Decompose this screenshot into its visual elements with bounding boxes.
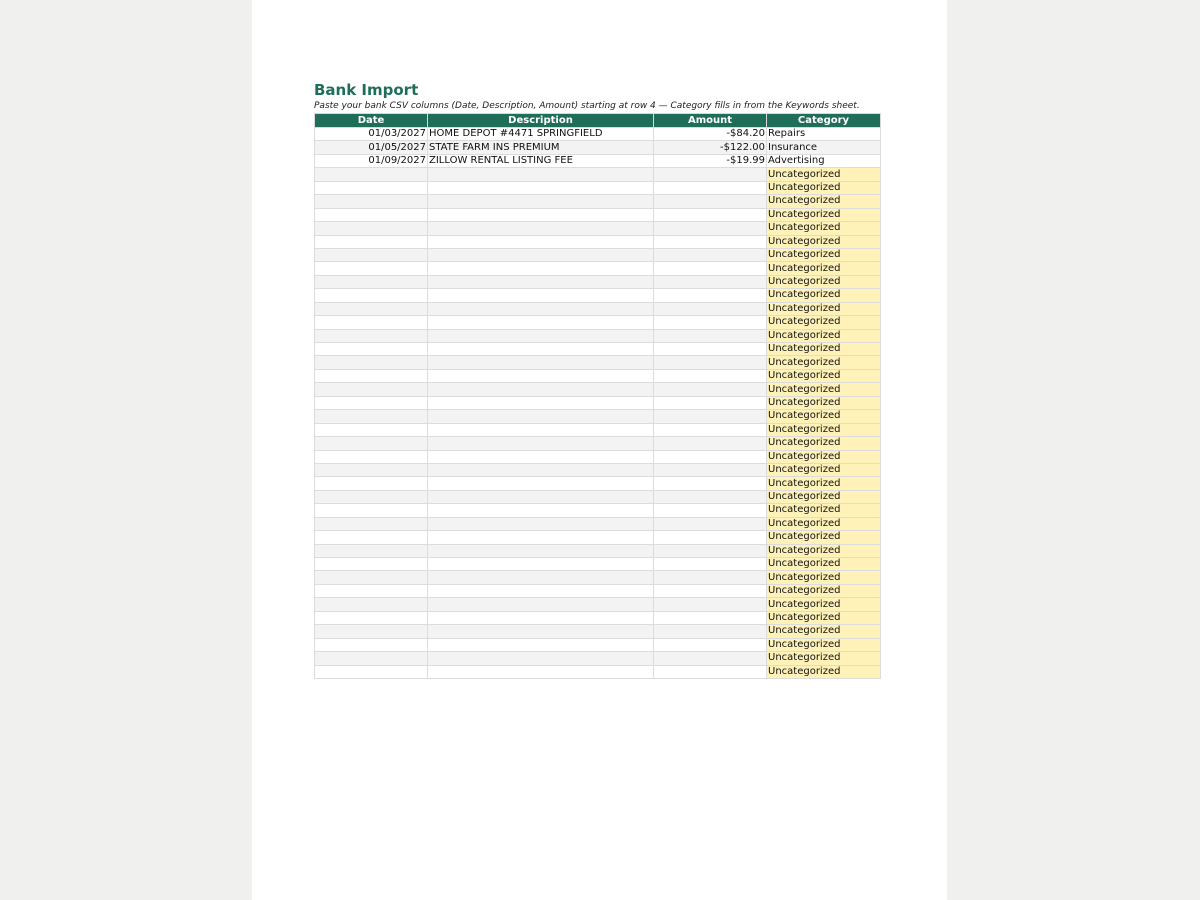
- amount-cell[interactable]: [654, 665, 767, 678]
- table-row: [315, 195, 881, 208]
- description-cell[interactable]: [428, 235, 654, 248]
- amount-cell[interactable]: [654, 343, 767, 356]
- category-cell[interactable]: Uncategorized: [767, 450, 881, 463]
- table-row: [315, 128, 881, 141]
- date-cell[interactable]: [315, 222, 428, 235]
- table-row: [315, 423, 881, 436]
- amount-cell[interactable]: [654, 235, 767, 248]
- description-cell[interactable]: [428, 477, 654, 490]
- amount-cell[interactable]: [654, 275, 767, 288]
- table-row: [315, 584, 881, 597]
- description-cell[interactable]: [428, 168, 654, 181]
- category-cell[interactable]: Uncategorized: [767, 356, 881, 369]
- category-cell[interactable]: Uncategorized: [767, 531, 881, 544]
- date-cell[interactable]: [315, 611, 428, 624]
- date-cell[interactable]: [315, 329, 428, 342]
- date-cell[interactable]: [315, 652, 428, 665]
- table-row: [315, 517, 881, 530]
- document-page: [252, 0, 947, 900]
- table-row: [315, 356, 881, 369]
- category-cell[interactable]: Uncategorized: [767, 638, 881, 651]
- amount-cell[interactable]: [654, 410, 767, 423]
- category-cell[interactable]: Uncategorized: [767, 598, 881, 611]
- category-cell[interactable]: Uncategorized: [767, 396, 881, 409]
- amount-cell[interactable]: [654, 262, 767, 275]
- date-cell[interactable]: [315, 275, 428, 288]
- amount-cell[interactable]: [654, 302, 767, 315]
- description-cell[interactable]: [428, 598, 654, 611]
- date-cell[interactable]: [315, 477, 428, 490]
- category-cell[interactable]: Uncategorized: [767, 558, 881, 571]
- amount-cell[interactable]: [654, 423, 767, 436]
- table-row: [315, 369, 881, 382]
- category-cell[interactable]: Uncategorized: [767, 168, 881, 181]
- table-row: [315, 531, 881, 544]
- column-header-date[interactable]: Date: [315, 114, 428, 128]
- category-cell[interactable]: Uncategorized: [767, 316, 881, 329]
- amount-cell[interactable]: [654, 195, 767, 208]
- description-cell[interactable]: [428, 329, 654, 342]
- description-cell[interactable]: [428, 531, 654, 544]
- date-cell[interactable]: [315, 410, 428, 423]
- category-cell[interactable]: Uncategorized: [767, 329, 881, 342]
- description-cell[interactable]: [428, 195, 654, 208]
- amount-cell[interactable]: [654, 531, 767, 544]
- date-cell[interactable]: [315, 598, 428, 611]
- table-row: [315, 262, 881, 275]
- date-cell[interactable]: [315, 262, 428, 275]
- amount-cell[interactable]: [654, 222, 767, 235]
- table-row: [315, 248, 881, 261]
- table-row: [315, 665, 881, 678]
- table-row: [315, 154, 881, 167]
- table-row: [315, 638, 881, 651]
- description-cell[interactable]: [428, 517, 654, 530]
- amount-cell[interactable]: [654, 396, 767, 409]
- description-cell[interactable]: [428, 316, 654, 329]
- description-cell[interactable]: [428, 383, 654, 396]
- table-row: [315, 222, 881, 235]
- amount-cell[interactable]: [654, 383, 767, 396]
- description-cell[interactable]: [428, 369, 654, 382]
- amount-cell[interactable]: [654, 450, 767, 463]
- description-cell[interactable]: [428, 611, 654, 624]
- description-cell[interactable]: [428, 463, 654, 476]
- description-cell[interactable]: [428, 410, 654, 423]
- amount-cell[interactable]: [654, 477, 767, 490]
- category-cell[interactable]: Uncategorized: [767, 302, 881, 315]
- amount-cell[interactable]: [654, 625, 767, 638]
- description-cell[interactable]: [428, 262, 654, 275]
- date-cell[interactable]: [315, 369, 428, 382]
- amount-cell[interactable]: [654, 437, 767, 450]
- amount-cell[interactable]: [654, 289, 767, 302]
- description-cell[interactable]: [428, 665, 654, 678]
- date-cell[interactable]: [315, 235, 428, 248]
- date-cell[interactable]: [315, 463, 428, 476]
- description-cell[interactable]: [428, 584, 654, 597]
- column-header-category[interactable]: Category: [767, 114, 881, 128]
- amount-cell[interactable]: [654, 490, 767, 503]
- date-cell[interactable]: [315, 181, 428, 194]
- table-row: [315, 329, 881, 342]
- amount-cell[interactable]: -$84.20: [654, 128, 767, 141]
- category-cell[interactable]: Uncategorized: [767, 625, 881, 638]
- category-cell[interactable]: Uncategorized: [767, 208, 881, 221]
- amount-cell[interactable]: [654, 544, 767, 557]
- category-cell[interactable]: Uncategorized: [767, 369, 881, 382]
- bank-import-sheet: [314, 80, 880, 679]
- header-row: [315, 114, 881, 128]
- description-cell[interactable]: [428, 275, 654, 288]
- amount-cell[interactable]: [654, 356, 767, 369]
- date-cell[interactable]: [315, 289, 428, 302]
- amount-cell[interactable]: [654, 369, 767, 382]
- table-row: [315, 289, 881, 302]
- category-cell[interactable]: Uncategorized: [767, 504, 881, 517]
- amount-cell[interactable]: [654, 571, 767, 584]
- amount-cell[interactable]: [654, 208, 767, 221]
- date-cell[interactable]: [315, 625, 428, 638]
- amount-cell[interactable]: -$122.00: [654, 141, 767, 154]
- description-cell[interactable]: [428, 571, 654, 584]
- amount-cell[interactable]: [654, 248, 767, 261]
- date-cell[interactable]: [315, 517, 428, 530]
- category-cell[interactable]: Uncategorized: [767, 584, 881, 597]
- table-row: [315, 302, 881, 315]
- category-cell[interactable]: Uncategorized: [767, 652, 881, 665]
- date-cell[interactable]: [315, 544, 428, 557]
- amount-cell[interactable]: [654, 463, 767, 476]
- date-cell[interactable]: [315, 383, 428, 396]
- date-cell[interactable]: [315, 208, 428, 221]
- date-cell[interactable]: 01/03/2027: [315, 128, 428, 141]
- table-row: [315, 383, 881, 396]
- table-row: [315, 625, 881, 638]
- date-cell[interactable]: [315, 558, 428, 571]
- description-cell[interactable]: [428, 437, 654, 450]
- date-cell[interactable]: [315, 504, 428, 517]
- category-cell[interactable]: Uncategorized: [767, 665, 881, 678]
- description-cell[interactable]: [428, 504, 654, 517]
- table-row: [315, 490, 881, 503]
- description-cell[interactable]: [428, 652, 654, 665]
- table-row: [315, 463, 881, 476]
- category-cell[interactable]: Uncategorized: [767, 544, 881, 557]
- description-cell[interactable]: [428, 302, 654, 315]
- amount-cell[interactable]: [654, 316, 767, 329]
- table-row: [315, 477, 881, 490]
- category-cell[interactable]: Uncategorized: [767, 611, 881, 624]
- date-cell[interactable]: 01/09/2027: [315, 154, 428, 167]
- description-cell[interactable]: ZILLOW RENTAL LISTING FEE: [428, 154, 654, 167]
- amount-cell[interactable]: [654, 181, 767, 194]
- category-cell[interactable]: Uncategorized: [767, 477, 881, 490]
- category-cell[interactable]: Uncategorized: [767, 343, 881, 356]
- date-cell[interactable]: [315, 195, 428, 208]
- transactions-table: [314, 113, 881, 679]
- table-row: [315, 544, 881, 557]
- category-cell[interactable]: Uncategorized: [767, 571, 881, 584]
- date-cell[interactable]: [315, 531, 428, 544]
- table-row: [315, 181, 881, 194]
- description-cell[interactable]: [428, 222, 654, 235]
- table-row: [315, 316, 881, 329]
- date-cell[interactable]: [315, 490, 428, 503]
- category-cell[interactable]: Uncategorized: [767, 517, 881, 530]
- category-cell[interactable]: Uncategorized: [767, 437, 881, 450]
- description-cell[interactable]: [428, 289, 654, 302]
- amount-cell[interactable]: [654, 329, 767, 342]
- description-cell[interactable]: [428, 625, 654, 638]
- table-row: [315, 652, 881, 665]
- date-cell[interactable]: [315, 168, 428, 181]
- date-cell[interactable]: [315, 437, 428, 450]
- description-cell[interactable]: [428, 356, 654, 369]
- description-cell[interactable]: [428, 248, 654, 261]
- table-row: [315, 611, 881, 624]
- category-cell[interactable]: Insurance: [767, 141, 881, 154]
- category-cell[interactable]: Uncategorized: [767, 181, 881, 194]
- table-row: [315, 598, 881, 611]
- category-cell[interactable]: Uncategorized: [767, 222, 881, 235]
- amount-cell[interactable]: [654, 611, 767, 624]
- amount-cell[interactable]: [654, 558, 767, 571]
- date-cell[interactable]: 01/05/2027: [315, 141, 428, 154]
- date-cell[interactable]: [315, 248, 428, 261]
- category-cell[interactable]: Uncategorized: [767, 195, 881, 208]
- date-cell[interactable]: [315, 343, 428, 356]
- amount-cell[interactable]: [654, 584, 767, 597]
- table-row: [315, 208, 881, 221]
- category-cell[interactable]: Uncategorized: [767, 423, 881, 436]
- description-cell[interactable]: [428, 208, 654, 221]
- date-cell[interactable]: [315, 316, 428, 329]
- category-cell[interactable]: Uncategorized: [767, 410, 881, 423]
- amount-cell[interactable]: -$19.99: [654, 154, 767, 167]
- date-cell[interactable]: [315, 571, 428, 584]
- description-cell[interactable]: [428, 450, 654, 463]
- description-cell[interactable]: STATE FARM INS PREMIUM: [428, 141, 654, 154]
- table-row: [315, 504, 881, 517]
- date-cell[interactable]: [315, 356, 428, 369]
- table-row: [315, 275, 881, 288]
- table-row: [315, 141, 881, 154]
- table-row: [315, 235, 881, 248]
- table-row: [315, 410, 881, 423]
- category-cell[interactable]: Uncategorized: [767, 289, 881, 302]
- description-cell[interactable]: [428, 490, 654, 503]
- amount-cell[interactable]: [654, 652, 767, 665]
- category-cell[interactable]: Uncategorized: [767, 275, 881, 288]
- date-cell[interactable]: [315, 665, 428, 678]
- category-cell[interactable]: Uncategorized: [767, 262, 881, 275]
- date-cell[interactable]: [315, 638, 428, 651]
- category-cell[interactable]: Repairs: [767, 128, 881, 141]
- category-cell[interactable]: Uncategorized: [767, 248, 881, 261]
- description-cell[interactable]: [428, 343, 654, 356]
- category-cell[interactable]: Uncategorized: [767, 463, 881, 476]
- date-cell[interactable]: [315, 450, 428, 463]
- table-row: [315, 168, 881, 181]
- sheet-subtitle: Paste your bank CSV columns (Date, Description, Amount) starting at row 4 — Category fills in from the Keywords sheet.: [314, 101, 860, 111]
- table-row: [315, 571, 881, 584]
- date-cell[interactable]: [315, 396, 428, 409]
- description-cell[interactable]: [428, 396, 654, 409]
- date-cell[interactable]: [315, 302, 428, 315]
- description-cell[interactable]: [428, 181, 654, 194]
- table-row: [315, 450, 881, 463]
- date-cell[interactable]: [315, 423, 428, 436]
- table-row: [315, 343, 881, 356]
- column-header-description[interactable]: Description: [428, 114, 654, 128]
- description-cell[interactable]: [428, 544, 654, 557]
- amount-cell[interactable]: [654, 638, 767, 651]
- category-cell[interactable]: Advertising: [767, 154, 881, 167]
- amount-cell[interactable]: [654, 517, 767, 530]
- amount-cell[interactable]: [654, 598, 767, 611]
- sheet-title: Bank Import: [314, 81, 419, 99]
- column-header-amount[interactable]: Amount: [654, 114, 767, 128]
- category-cell[interactable]: Uncategorized: [767, 235, 881, 248]
- date-cell[interactable]: [315, 584, 428, 597]
- description-cell[interactable]: [428, 558, 654, 571]
- description-cell[interactable]: [428, 638, 654, 651]
- table-row: [315, 396, 881, 409]
- description-cell[interactable]: HOME DEPOT #4471 SPRINGFIELD: [428, 128, 654, 141]
- category-cell[interactable]: Uncategorized: [767, 383, 881, 396]
- table-row: [315, 558, 881, 571]
- amount-cell[interactable]: [654, 168, 767, 181]
- category-cell[interactable]: Uncategorized: [767, 490, 881, 503]
- amount-cell[interactable]: [654, 504, 767, 517]
- table-row: [315, 437, 881, 450]
- description-cell[interactable]: [428, 423, 654, 436]
